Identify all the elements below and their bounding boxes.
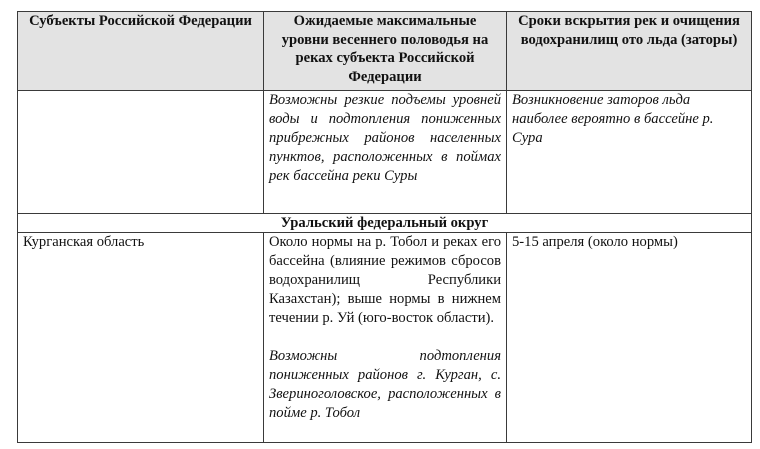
- header-ice-timing: Сроки вскрытия рек и очищения водохранилищ ото льда (заторы): [507, 12, 752, 91]
- cell-timing-sura: Возникновение заторов льда наиболее вероятно в бассейне р. Сура: [507, 91, 752, 214]
- district-title: Уральский федеральный округ: [18, 214, 752, 233]
- table-row: [18, 91, 752, 214]
- cell-levels-kurgan: [264, 233, 507, 443]
- cell-subject-kurgan: Курганская область: [18, 233, 264, 443]
- flood-forecast-table: [17, 11, 752, 443]
- levels-normal-text: Около нормы на р. Тобол и реках его бассейна (влияние режимов сбросов водохранилищ Республики Казахстан); выше нормы в нижнем течении р. Уй (юго-восток области).: [269, 234, 501, 326]
- table-header-row: [18, 12, 752, 91]
- header-max-levels: Ожидаемые максимальные уровни весеннего половодья на реках субъекта Российской Федерации: [264, 12, 507, 91]
- cell-timing-kurgan: 5-15 апреля (около нормы): [507, 233, 752, 443]
- cell-levels-sura: Возможны резкие подъемы уровней воды и подтопления пониженных прибрежных районов населенных пунктов, расположенных в поймах рек бассейна реки Суры: [264, 91, 507, 214]
- table-row: [18, 233, 752, 443]
- cell-subject-empty: [18, 91, 264, 214]
- district-row: [18, 214, 752, 233]
- header-subjects: Субъекты Российской Федерации: [18, 12, 264, 91]
- levels-flood-risk-text: Возможны подтопления пониженных районов г. Курган, с. Звериноголовское, расположенных в пойме р. Тобол: [269, 348, 501, 421]
